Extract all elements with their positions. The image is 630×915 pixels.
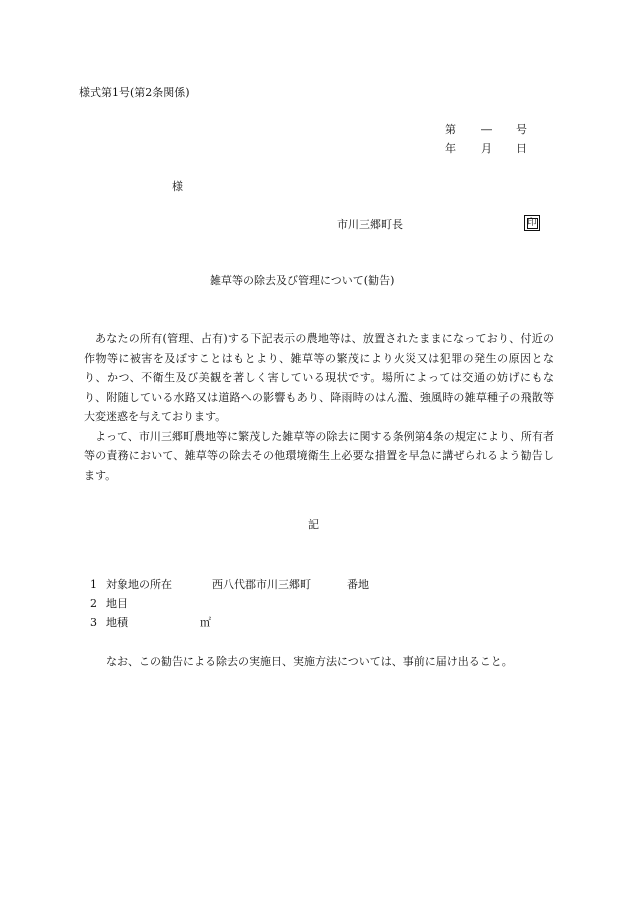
form-number: 様式第1号(第2条関係) (79, 86, 190, 99)
closing-note: なお、この勧告による除去の実施日、実施方法については、事前に届け出ること。 (106, 655, 513, 668)
ki-heading: 記 (308, 518, 319, 531)
seal-stamp (524, 215, 540, 231)
list-item (90, 613, 369, 632)
item-address: 西八代郡市川三郷町 (212, 578, 311, 591)
item-list (90, 575, 369, 632)
issue-number (445, 124, 527, 135)
issue-date-month: 月 (481, 142, 492, 155)
issue-date-day: 日 (516, 142, 527, 155)
list-item (90, 575, 369, 594)
body-paragraph-1: あなたの所有(管理、占有)する下記表示の農地等は、放置されたままになっており、付近の作物等に被害を及ぼすことはもとより、雑草等の繁茂により火災又は犯罪の発生の原因となり、かつ、不衛生及び美観を著しく害している現状です。場所によっては交通の妨げにもなり、附随している水路又は道路への影響もあり、降雨時のはん濫、強風時の雑草種子の飛散等大変迷惑を与えております。 (84, 332, 554, 423)
list-item (90, 594, 369, 613)
body-paragraph-2: よって、市川三郷町農地等に繁茂した雑草等の除去に関する条例第4条の規定により、所有者等の責務において、雑草等の除去その他環境衛生上必要な措置を早急に講ぜられるよう勧告します。 (84, 429, 554, 482)
item-unit: ㎡ (200, 616, 211, 629)
document-title: 雑草等の除去及び管理について(勧告) (210, 274, 395, 287)
item-address-suffix: 番地 (347, 578, 369, 591)
issuer-name: 市川三郷町長 (337, 218, 403, 231)
addressee-honorific: 様 (172, 180, 183, 193)
body-text (84, 329, 554, 485)
item-label: 対象地の所在 (106, 578, 172, 591)
item-number: 2 (90, 597, 97, 610)
item-number: 1 (90, 578, 97, 591)
item-label: 地目 (106, 597, 128, 610)
seal-text: 印 (527, 217, 537, 228)
issue-date (445, 143, 527, 154)
issue-number-go: 号 (516, 123, 527, 136)
issue-number-dash: ― (481, 123, 492, 136)
issue-date-year: 年 (445, 142, 456, 155)
item-label: 地積 (106, 616, 128, 629)
item-number: 3 (90, 616, 97, 629)
issue-number-dai: 第 (445, 123, 456, 136)
